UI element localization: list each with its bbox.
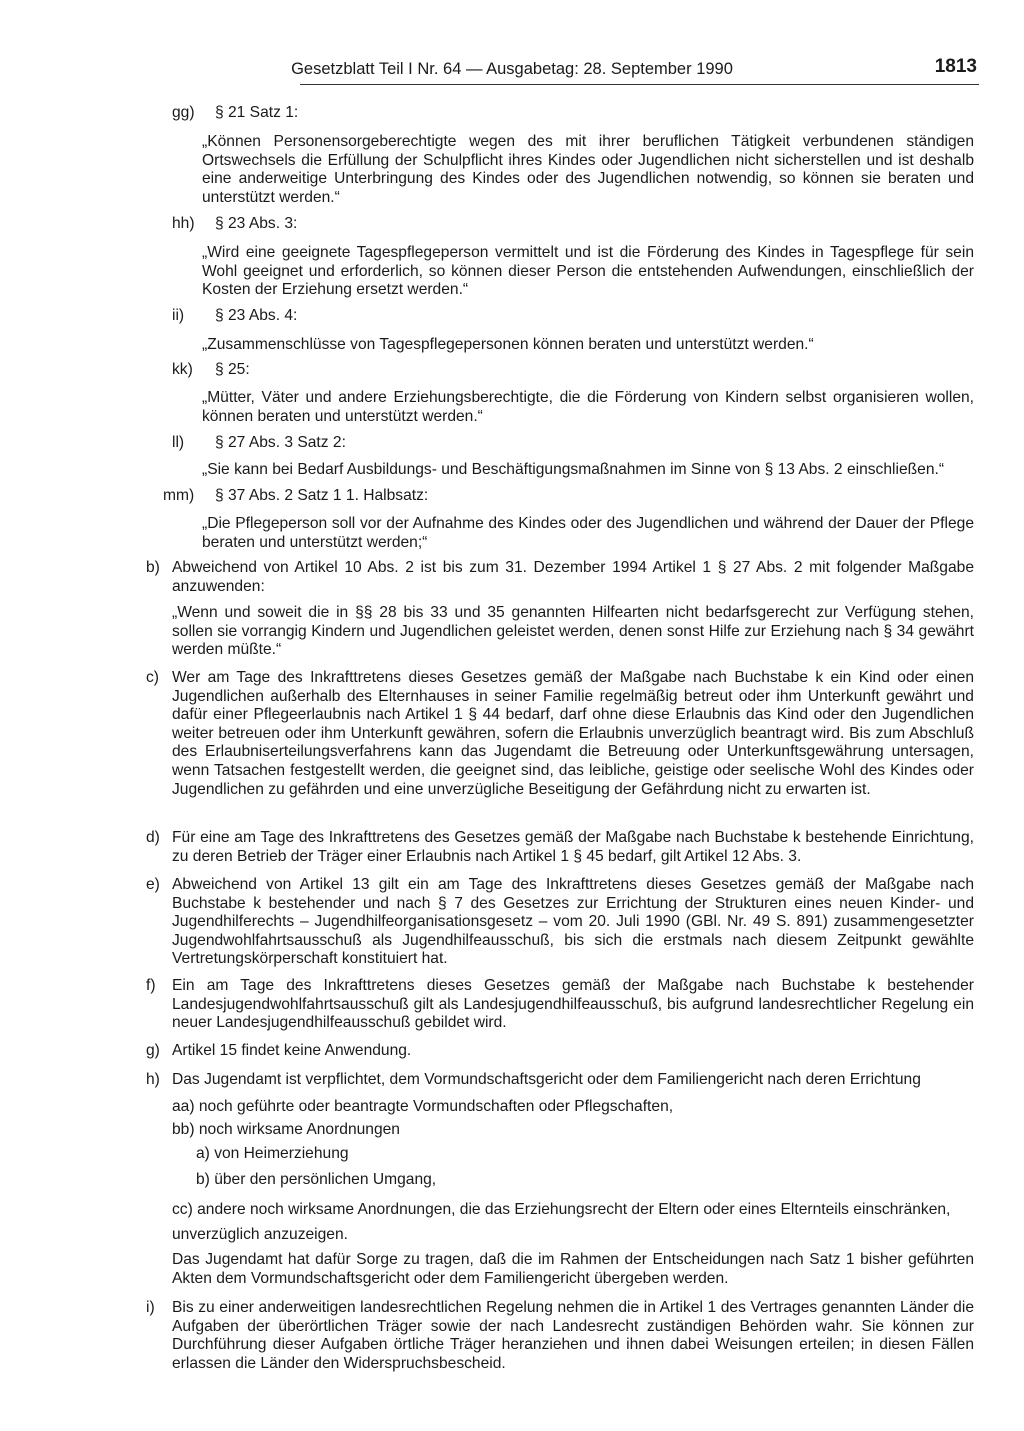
item-ll-ref: § 27 Abs. 3 Satz 2: bbox=[215, 434, 346, 451]
item-d-label: d) bbox=[146, 829, 160, 846]
item-e-label: e) bbox=[146, 876, 160, 893]
item-hh-label: hh) bbox=[172, 215, 195, 232]
item-g-label: g) bbox=[146, 1042, 160, 1059]
item-gg-quote: „Können Personensorgeberechtigte wegen des mit ihrer beruflichen Tätigkeit verbundenen ständigen Ortswechsels die Erfüllung der Schulpflicht ihres Kindes oder Jugendlichen nicht sicherstellen und ist deshalb eine anderweitige Unterbringung des Kindes oder des Jugendlichen notwendig, so können sie beraten und unterstützt werden.“ bbox=[202, 133, 974, 206]
item-kk-quote: „Mütter, Väter und andere Erziehungsberechtigte, die die Förderung von Kindern selbst organisieren wollen, können beraten und unterstützt werden.“ bbox=[202, 389, 974, 425]
item-kk-ref: § 25: bbox=[215, 361, 250, 378]
item-h-paragraph: Das Jugendamt hat dafür Sorge zu tragen, daß die im Rahmen der Entscheidungen nach Satz 1 bisher geführten Akten dem Vormundschaftsgericht oder dem Familiengericht übergeben werden. bbox=[172, 1251, 974, 1287]
item-mm-label: mm) bbox=[163, 487, 195, 504]
item-mm-quote: „Die Pflegeperson soll vor der Aufnahme des Kindes oder des Jugendlichen und während der Dauer der Pflege beraten und unterstützt werden;“ bbox=[202, 515, 974, 551]
item-hh-quote: „Wird eine geeignete Tagespflegeperson vermittelt und ist die Förderung des Kindes in Tagespflege für sein Wohl geeignet und erforderlich, so können dieser Person die entstehenden Aufwendungen, einschließlich der Kosten der Erziehung ersetzt werden.“ bbox=[202, 244, 974, 299]
item-g-text: Artikel 15 findet keine Anwendung. bbox=[172, 1042, 412, 1059]
item-h-bb-b: b) über den persönlichen Umgang, bbox=[196, 1171, 437, 1188]
item-ii-ref: § 23 Abs. 4: bbox=[215, 307, 298, 324]
item-hh-ref: § 23 Abs. 3: bbox=[215, 215, 298, 232]
item-h-cc: cc) andere noch wirksame Anordnungen, die das Erziehungsrecht der Eltern oder eines Elternteils einschränken, bbox=[172, 1201, 951, 1218]
item-gg-ref: § 21 Satz 1: bbox=[215, 104, 299, 121]
header-divider bbox=[300, 84, 979, 85]
item-ll-label: ll) bbox=[172, 434, 185, 451]
page-header-title: Gesetzblatt Teil I Nr. 64 — Ausgabetag: 28. September 1990 bbox=[291, 60, 733, 78]
item-b-quote: „Wenn und soweit die in §§ 28 bis 33 und 35 genannten Hilfearten nicht bedarfsgerecht zur Verfügung stehen, sollen sie vorrangig Kindern und Jugendlichen geleistet werden, denen sonst Hilfe zur Erziehung nach § 34 gewährt werden müßte.“ bbox=[172, 604, 974, 659]
item-mm-ref: § 37 Abs. 2 Satz 1 1. Halbsatz: bbox=[215, 487, 429, 504]
item-i-label: i) bbox=[146, 1299, 155, 1316]
item-ll-quote: „Sie kann bei Bedarf Ausbildungs- und Beschäftigungsmaßnahmen im Sinne von § 13 Abs. 2 einschließen.“ bbox=[202, 461, 945, 478]
item-c-text: Wer am Tage des Inkrafttretens dieses Gesetzes gemäß der Maßgabe nach Buchstabe k ein Kind oder einen Jugendlichen außerhalb des Elternhauses in seiner Familie regelmäßig betreut oder ihm Unterkunft gewährt und dafür einer Pflegeerlaubnis nach Artikel 1 § 44 bedarf, darf ohne diese Erlaubnis das Kind oder den Jugendlichen weiter betreuen oder ihm Unterkunft gewähren, sofern die Erlaubnis unverzüglich beantragt wird. Bis zum Abschluß des Erlaubniserteilungsverfahrens kann das Jugendamt die Betreuung oder Unterkunftsgewährung untersagen, wenn Tatsachen festgestellt werden, die geeignet sind, das leibliche, geistige oder seelische Wohl des Kindes oder Jugendlichen zu gefährden und eine unverzügliche Beseitigung der Gefährdung nicht zu erwarten ist. bbox=[172, 669, 974, 798]
item-h-tail: unverzüglich anzuzeigen. bbox=[172, 1226, 348, 1243]
item-e-text: Abweichend von Artikel 13 gilt ein am Tage des Inkrafttretens dieses Gesetzes gemäß der Maßgabe nach Buchstabe k bestehender und nach § 7 des Gesetzes zur Errichtung der Strukturen eines neuen Kinder- und Jugendhilferechts – Jugendhilfeorganisationsgesetz – vom 20. Juli 1990 (GBl. Nr. 49 S. 891) zusammengesetzter Jugendwohlfahrtsausschuß als Jugendhilfeausschuß, bis sich die erstmals nach diesem Zeitpunkt gewählte Vertretungskörperschaft konstituiert hat. bbox=[172, 876, 974, 968]
item-h-bb-a: a) von Heimerziehung bbox=[196, 1145, 349, 1162]
item-kk-label: kk) bbox=[172, 361, 193, 378]
item-h-bb: bb) noch wirksame Anordnungen bbox=[172, 1121, 400, 1138]
item-f-text: Ein am Tage des Inkrafttretens dieses Gesetzes gemäß der Maßgabe nach Buchstabe k bestehender Landesjugendwohlfahrtsausschuß gilt als Landesjugendhilfeausschuß, bis aufgrund landesrechtlicher Regelung ein neuer Landesjugendhilfeausschuß gebildet wird. bbox=[172, 977, 974, 1032]
item-h-text: Das Jugendamt ist verpflichtet, dem Vormundschaftsgericht oder dem Familiengericht nach deren Errichtung bbox=[172, 1071, 921, 1088]
item-h-label: h) bbox=[146, 1071, 160, 1088]
page-number: 1813 bbox=[934, 56, 977, 77]
item-i-text: Bis zu einer anderweitigen landesrechtlichen Regelung nehmen die in Artikel 1 des Vertrages genannten Länder die Aufgaben der überörtlichen Träger sowie der nach Landesrecht zuständigen Behörden wahr. Sie können zur Durchführung dieser Aufgaben örtliche Träger heranziehen und ihnen dabei Weisungen erteilen; in diesen Fällen erlassen die Länder den Widerspruchsbescheid. bbox=[172, 1299, 974, 1372]
item-d-text: Für eine am Tage des Inkrafttretens des Gesetzes gemäß der Maßgabe nach Buchstabe k bestehende Einrichtung, zu deren Betrieb der Träger einer Erlaubnis nach Artikel 1 § 45 bedarf, gilt Artikel 12 Abs. 3. bbox=[172, 829, 974, 865]
item-b-label: b) bbox=[146, 559, 160, 576]
item-b-text: Abweichend von Artikel 10 Abs. 2 ist bis zum 31. Dezember 1994 Artikel 1 § 27 Abs. 2 mit folgender Maßgabe anzuwenden: bbox=[172, 559, 974, 595]
item-ii-quote: „Zusammenschlüsse von Tagespflegepersonen können beraten und unterstützt werden.“ bbox=[202, 336, 814, 353]
item-f-label: f) bbox=[146, 977, 156, 994]
item-h-aa: aa) noch geführte oder beantragte Vormundschaften oder Pflegschaften, bbox=[172, 1098, 674, 1115]
item-gg-label: gg) bbox=[172, 104, 195, 121]
item-c-label: c) bbox=[146, 669, 159, 686]
item-ii-label: ii) bbox=[172, 307, 185, 324]
